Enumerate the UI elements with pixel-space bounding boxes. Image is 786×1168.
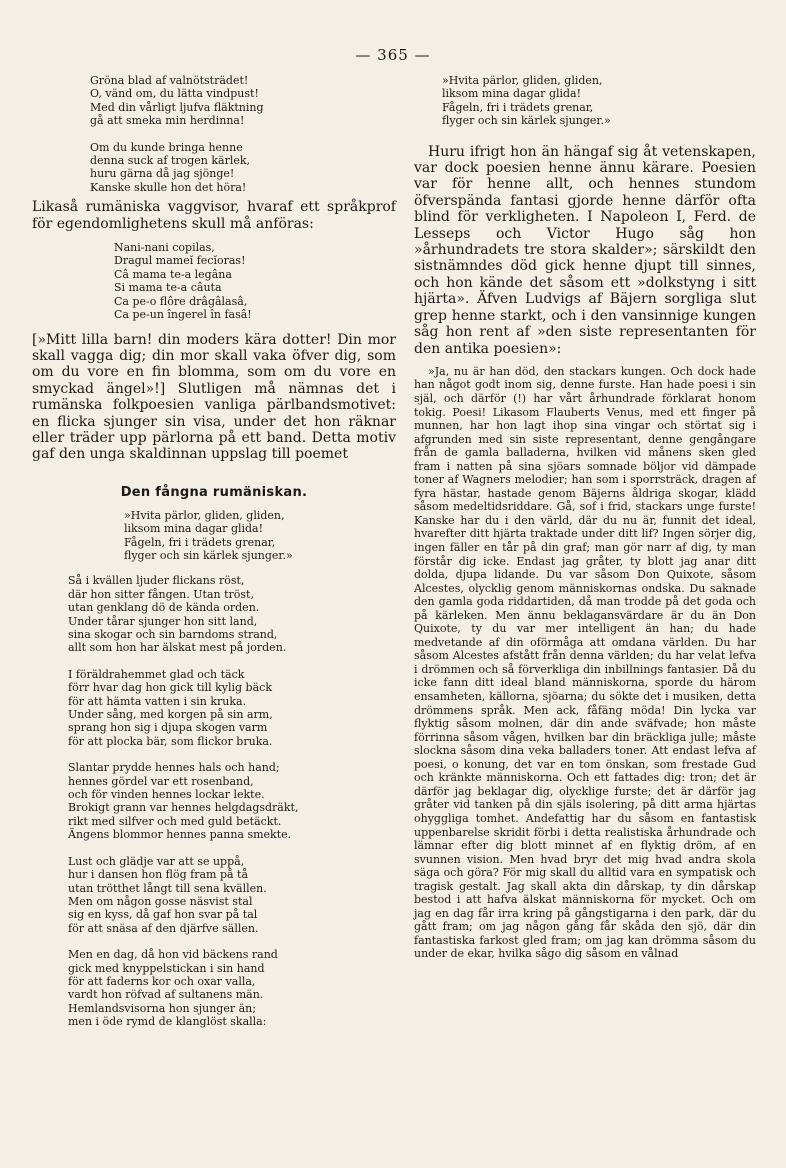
verse-line: Si mama te-a câuta — [114, 281, 222, 295]
refrain-repeat — [414, 74, 756, 128]
verse-line: gå att smeka min herdinna! — [90, 114, 245, 128]
paragraph-quote-king: »Ja, nu är han död, den stackars kungen. Och dock hade han något godt inom sig, denne furste. Han hade poesi i sin själ, och därför (!) har vårt århundrade förklarat honom tokig. Poesi! Likasom Flauberts Venus, med ett finger på munnen, har hon lagt ihop sina vingar och störtat sig i afgrunden med sin siste representant, denne gengångare från de gamla balladerna, hvilken vid månens sken gled fram i natten på sina sjöars somnade böljor vid dämpade toner af Wagners melodier; han som i sporrsträck, dragen af fyra hästar, hastade genom Bäjerns åldriga skogar, klädd såsom medeltidsriddare. Gå, sof i frid, stackars unge furste! Kanske har du i den värld, där du nu är, funnit det ideal, hvarefter ditt hjärta traktade under ditt lif? Ingen sörjer dig, ingen fäller en tår på din graf; man gör narr af dig, ty man förstår dig icke. Endast jag gråter, ty blott jag anar ditt dolda, djupa lidande. Du var såsom Don Quixote, såsom Alcestes, olycklig genom människornas ondska. Du saknade den gamla goda riddartiden, då man trodde på det goda och på kärleken. Men ännu beklagansvärdare är du än Don Quixote, ty du var mer intelligent än han; du hade medvetande af din oförmåga att omdana världen. Du har såsom Alcestes afstått från denna världen; du har velat lefva i drömmen och så förverkliga din inbillnings fantasier. Då du icke fann ditt ideal bland människorna, sporde du härom ensamheten, källorna, sjöarna; du sökte det i musiken, detta drömmens språk. Men ack, fåfäng möda! Din lycka var flyktig såsom molnen, där din ande sväfvade; hon måste förrinna såsom vågen, hvilken bar din bräckliga julle; måste slockna såsom dina veka balladers toner. Att endast lefva af poesi, o konung, det var en tom önskan, som frestade Gud och kränkte människorna. Och ett fattades dig: tron; det är därför jag beklagar dig, olycklige furste; det är därför jag gråter vid tanken på din själs isolering, på ditt arma hjärtas ohyggliga tomhet. Andefattig har du såsom en fantastisk uppenbarelse skridit förbi i detta realistiska århundrade och lämnar efter dig blott minnet af en flyktig dröm, af en svunnen vision. Men hvad bryr det mig hvad andra skola säga och göra? För mig skall du alltid vara en sympatisk och tragisk gestalt. Jag skall akta din dårskap, ty din dårskap bestod i att hafva älskat människorna för mycket. Och om jag en dag får irra kring på gångstigarna i den park, där du gått fram; om jag någon gång får skåda den sjö, där din fantastiska farkost gled fram; om jag kan drömma såsom du under de ekar, hvilka sågo dig såsom en vålnad — [414, 364, 756, 961]
verse-line: Ca pe-un îngerel în fasâ! — [114, 308, 252, 322]
paragraph-lullabies: Likaså rumäniska vaggvisor, hvaraf ett språkprof för egendomlighetens skull må anföras: — [32, 199, 396, 232]
poem-stanza-3 — [32, 761, 396, 841]
verse-line: huru gärna då jag sjönge! — [90, 167, 235, 181]
verse-line: Om du kunde bringa henne — [90, 140, 243, 154]
verse-line: Men om någon gosse näsvist stal — [68, 894, 253, 908]
verse-line: liksom mina dagar glida! — [442, 87, 582, 101]
verse-line: där hon sitter fången. Utan tröst, — [68, 587, 254, 601]
verse-line: hur i dansen hon flög fram på tå — [68, 868, 249, 882]
verse-walnut — [32, 74, 396, 128]
verse-line: men i öde rymd de klanglöst skalla: — [68, 1015, 267, 1029]
verse-line: Under tårar sjunger hon sitt land, — [68, 614, 258, 628]
verse-line: för att plocka bär, som flickor bruka. — [68, 734, 273, 748]
verse-line: allt som hon har älskat mest på jorden. — [68, 641, 287, 655]
verse-line: förr hvar dag hon gick till kylig bäck — [68, 681, 272, 695]
verse-line: flyger och sin kärlek sjunger.» — [124, 548, 293, 562]
verse-line: utan genklang dö de kända orden. — [68, 601, 260, 615]
verse-line: sig en kyss, då gaf hon svar på tal — [68, 908, 258, 922]
left-column — [32, 74, 396, 1029]
poem-stanza-4 — [32, 855, 396, 935]
verse-line: Câ mama te-a legâna — [114, 267, 232, 281]
poem-stanza-1 — [32, 574, 396, 654]
verse-sigh — [32, 141, 396, 195]
verse-line: Gröna blad af valnötsträdet! — [90, 74, 249, 87]
verse-line: för att hämta vatten i sin kruka. — [68, 694, 247, 708]
poem-stanza-2 — [32, 668, 396, 748]
right-column — [414, 74, 756, 961]
verse-line: »Hvita pärlor, gliden, gliden, — [124, 508, 285, 522]
verse-line: sprang hon sig i djupa skogen varm — [68, 721, 268, 735]
verse-line: gick med knyppelstickan i sin hand — [68, 961, 265, 975]
verse-line: Så i kvällen ljuder flickans röst, — [68, 574, 245, 588]
poem-stanza-5 — [32, 948, 396, 1028]
verse-line: för att snäsa af den djärfve sällen. — [68, 921, 259, 935]
page-number: — 365 — — [355, 46, 431, 64]
verse-line: liksom mina dagar glida! — [124, 522, 264, 536]
verse-line: Men en dag, då hon vid bäckens rand — [68, 948, 278, 962]
verse-line: Lust och glädje var att se uppå, — [68, 854, 245, 868]
romanian-lullaby — [32, 241, 396, 321]
verse-line: Slantar prydde hennes hals och hand; — [68, 761, 280, 775]
verse-line: O, vänd om, du lätta vindpust! — [90, 87, 259, 101]
verse-line: Brokigt grann var hennes helgdagsdräkt, — [68, 801, 299, 815]
verse-line: Nani-nani copilas, — [114, 241, 215, 255]
verse-line: Ca pe-o flôre drâgâlasâ, — [114, 294, 248, 308]
verse-line: »Hvita pärlor, gliden, gliden, — [442, 74, 603, 87]
verse-line: hennes gördel var ett rosenband, — [68, 774, 254, 788]
verse-line: I föräldrahemmet glad och täck — [68, 667, 245, 681]
verse-line: Kanske skulle hon det höra! — [90, 180, 247, 194]
verse-line: och för vinden hennes lockar lekte. — [68, 788, 265, 802]
verse-line: Ängens blommor hennes panna smekte. — [68, 828, 292, 842]
poem-title: Den fångna rumäniskan. — [120, 484, 308, 500]
verse-line: Med din vårligt ljufva fläktning — [90, 100, 264, 114]
verse-line: flyger och sin kärlek sjunger.» — [442, 114, 611, 128]
verse-line: Fågeln, fri i trädets grenar, — [442, 100, 594, 114]
verse-line: Under sång, med korgen på sin arm, — [68, 708, 273, 722]
poem-refrain — [32, 509, 396, 563]
verse-line: vardt hon röfvad af sultanens män. — [68, 988, 264, 1002]
paragraph-translation: [»Mitt lilla barn! din moders kära dotter! Din mor skall vagga dig; din mor skall vaka öfver dig, som om du vore en fin blomma, som om du vore en smyckad ängel»!] Slutligen må nämnas det i rumänska folkpoesien vanliga pärlbandsmotivet: en flicka sjunger sin visa, under det hon räknar eller träder upp pärlorna på ett band. Detta motiv gaf den unga skaldinnan uppslag till poemet — [32, 331, 396, 463]
verse-line: sina skogar och sin barndoms strand, — [68, 628, 278, 641]
verse-line: för att faderns kor och oxar valla, — [68, 974, 256, 988]
verse-line: utan trötthet långt till sena kvällen. — [68, 881, 267, 895]
paragraph-poetry: Huru ifrigt hon än hängaf sig åt vetenskapen, var dock poesien henne ännu kärare. Poesien var för henne allt, och hennes stundom öfverspända fantasi gjorde henne därför ofta blind för verkligheten. I Napoleon I, Ferd. de Lesseps och Victor Hugo såg hon »århundradets tre stora skalder»; särskildt den sistnämndes död gick henne djupt till sinnes, och hon kände det såsom ett »dolkstyng i sitt hjärta». Äfven Ludvigs af Bäjern sorgliga slut grep henne starkt, och i den vansinnige kungen såg hon rent af »den siste representanten för den antika poesien»: — [414, 143, 756, 357]
verse-line: denna suck af trogen kärlek, — [90, 154, 251, 168]
verse-line: Fågeln, fri i trädets grenar, — [124, 535, 276, 549]
verse-line: Dragul mameĭ fecĭoras! — [114, 254, 246, 268]
verse-line: rikt med silfver och med guld betäckt. — [68, 814, 282, 828]
verse-line: Hemlandsvisorna hon sjunger än; — [68, 1001, 256, 1015]
